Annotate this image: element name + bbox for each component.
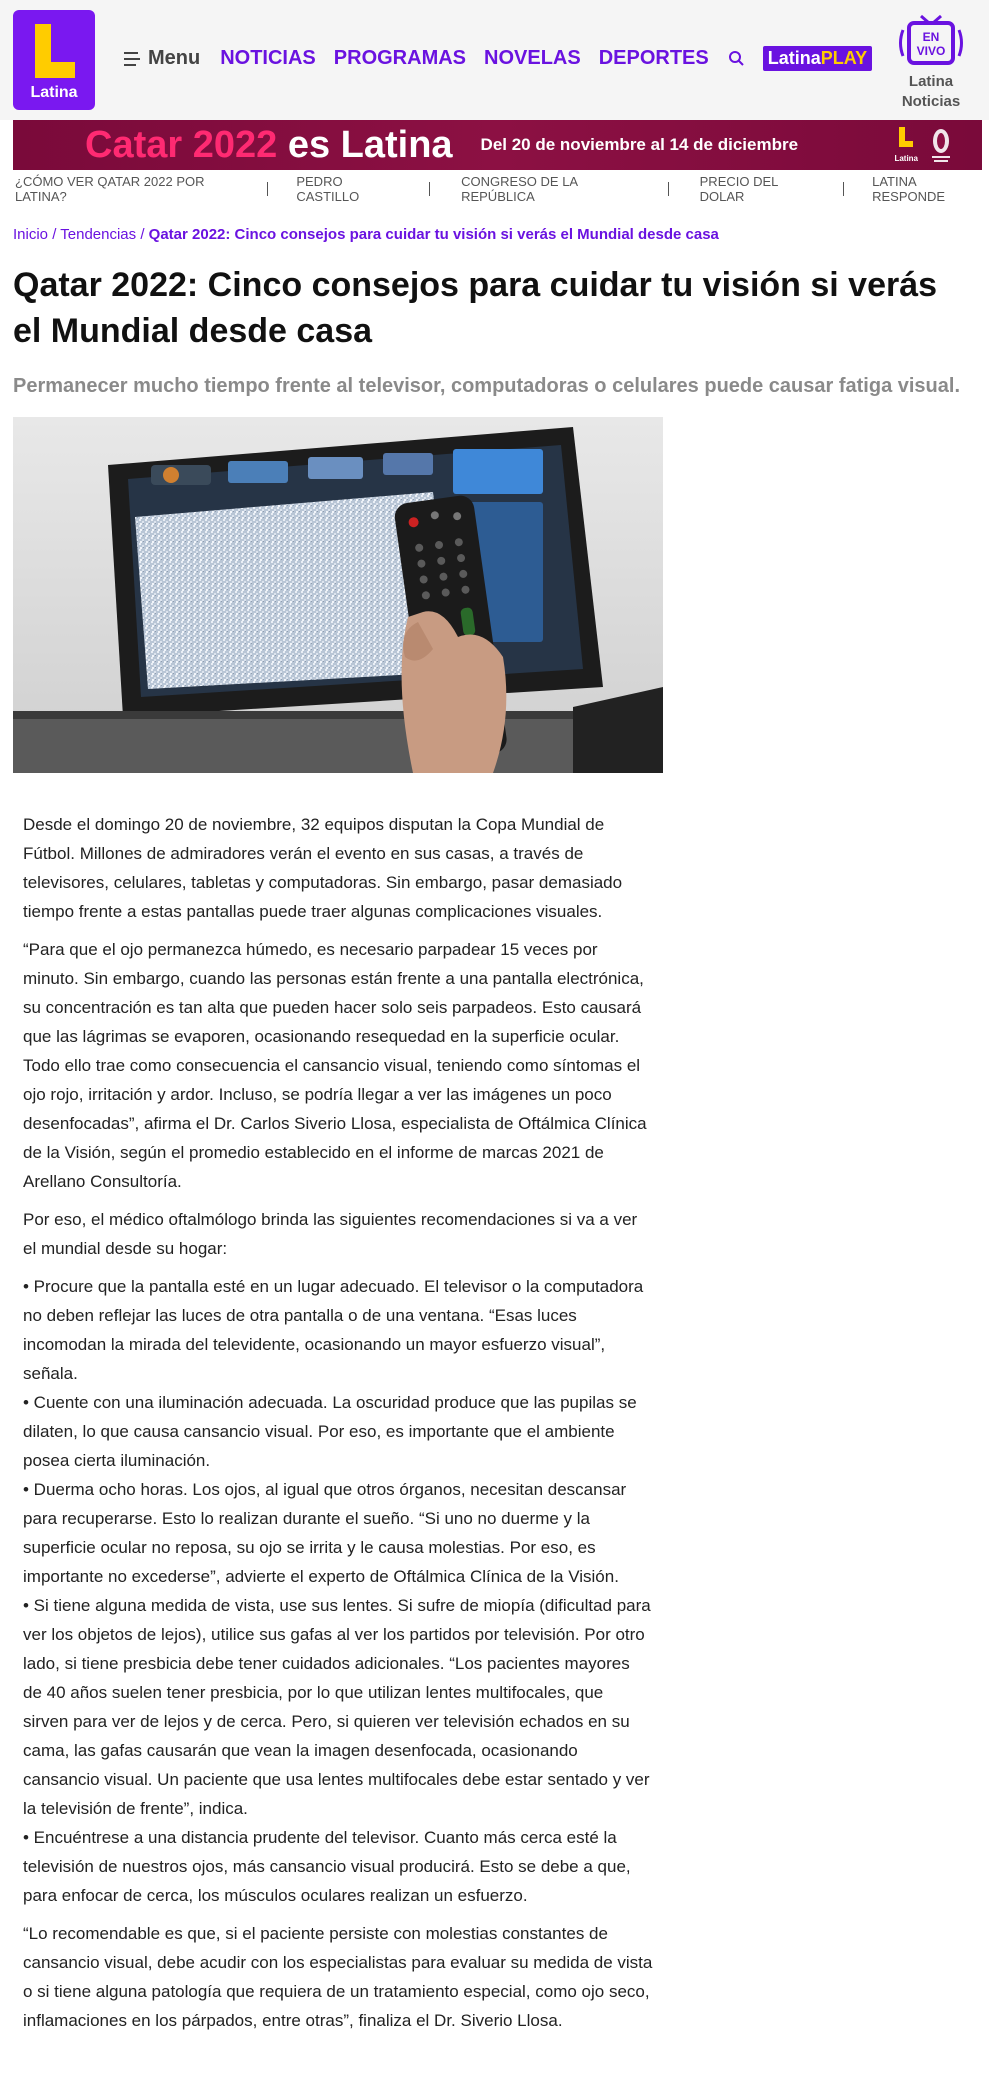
- qatar-banner[interactable]: [13, 120, 982, 170]
- nav-programas[interactable]: PROGRAMAS: [333, 47, 467, 69]
- topic-link[interactable]: PRECIO DEL DOLAR: [699, 174, 778, 204]
- latinaplay-play-text: PLAY: [820, 48, 868, 68]
- article-paragraph: Por eso, el médico oftalmólogo brinda las siguientes recomendaciones si va a ver el mundial desde su hogar:: [23, 1210, 638, 1258]
- article-title: Qatar 2022: Cinco consejos para cuidar tu visión si verás el Mundial desde casa: [13, 266, 938, 350]
- live-name-1: Latina: [908, 73, 954, 90]
- breadcrumb-separator: /: [136, 226, 149, 243]
- article-closing: “Lo recomendable es que, si el paciente persiste con molestias constantes de cansancio visual, debe acudir con los especialistas para evaluar su medida de vista o si tiene alguna patología que requiera de un tratamiento especial, como ojo seco, inflamaciones en los párpados, entre otras”, finaliza el Dr. Siverio Llosa.: [23, 1924, 653, 2030]
- banner-logo-label: Latina: [894, 154, 918, 163]
- live-name-2: Noticias: [901, 93, 961, 110]
- menu-label: Menu: [148, 47, 201, 69]
- recommendation-item: • Si tiene alguna medida de vista, use sus lentes. Si sufre de miopía (dificultad para ver los objetos de lejos), utilice sus gafas al ver los partidos por televisión. Por otro lado, si tiene presbicia debe tener cuidados adicionales. “Los pacientes mayores de 40 años suelen tener presbicia, por lo que utilizan lentes multifocales, que sirven para ver de lejos y de cerca. Pero, si quieren ver televisión echados en su cama, las gafas causarán que vean la imagen desenfocada, ocasionando cansancio visual. Un paciente que usa lentes multifocales debe estar sentado y ver la televisión de frente”, indica.: [23, 1596, 651, 1818]
- breadcrumb-home[interactable]: Inicio: [13, 226, 49, 243]
- latinaplay-button[interactable]: [763, 46, 872, 71]
- recommendation-item: • Duerma ocho horas. Los ojos, al igual que otros órganos, necesitan descansar para recuperarse. Esto lo realizan durante el sueño. “Si uno no duerme y la superficie ocular no reposa, su ojo se irrita y le causa molestias. Por eso, es importante no excederse”, advierte el experto de Oftálmica Clínica de la Visión.: [23, 1480, 627, 1586]
- topic-link[interactable]: LATINA RESPONDE: [872, 174, 946, 204]
- topic-link[interactable]: ¿CÓMO VER QATAR 2022 POR LATINA?: [15, 174, 205, 204]
- topic-divider: [843, 182, 844, 196]
- nav-novelas[interactable]: NOVELAS: [484, 47, 581, 69]
- banner-latina-logo: [894, 127, 918, 163]
- article-hero-image: [13, 417, 663, 773]
- live-line2: VIVO: [916, 44, 946, 58]
- banner-title: [85, 124, 453, 167]
- live-line1: EN: [922, 30, 940, 44]
- breadcrumb-separator: /: [48, 226, 61, 243]
- recommendation-item: • Cuente con una iluminación adecuada. La oscuridad produce que las pupilas se dilaten, lo que causa cansancio visual. Por eso, es importante que el ambiente posea cierta iluminación.: [23, 1393, 637, 1470]
- menu-button[interactable]: [124, 47, 200, 70]
- recommendation-item: • Encuéntrese a una distancia prudente del televisor. Cuanto más cerca esté la televisión de nuestros ojos, más cansancio visual producirá. Esto se debe a que, para enfocar de cerca, los músculos oculares realizan un esfuerzo.: [23, 1828, 631, 1905]
- logo-text: Latina: [30, 84, 78, 101]
- topic-divider: [429, 182, 430, 196]
- world-cup-emblem-icon: [928, 125, 954, 165]
- latina-logo[interactable]: [13, 10, 95, 110]
- nav-deportes[interactable]: DEPORTES: [598, 47, 709, 69]
- site-header: [0, 0, 989, 120]
- article-paragraph: Desde el domingo 20 de noviembre, 32 equipos disputan la Copa Mundial de Fútbol. Millones de admiradores verán el evento en sus casas, a través de televisores, celulares, tabletas y computadoras. Sin embargo, pasar demasiado tiempo frente a estas pantallas puede traer algunas complicaciones visuales.: [23, 815, 623, 921]
- banner-dates: Del 20 de noviembre al 14 de diciembre: [480, 135, 799, 154]
- banner-l-icon: [896, 127, 916, 149]
- topic-link[interactable]: CONGRESO DE LA REPÚBLICA: [461, 174, 578, 204]
- breadcrumb: [13, 226, 719, 243]
- nav-noticias[interactable]: NOTICIAS: [220, 47, 316, 69]
- topic-divider: [668, 182, 669, 196]
- article-subtitle: Permanecer mucho tiempo frente al televisor, computadoras o celulares puede causar fatiga visual.: [13, 375, 961, 397]
- search-icon[interactable]: [727, 49, 747, 69]
- topic-link[interactable]: PEDRO CASTILLO: [296, 174, 360, 204]
- breadcrumb-current: Qatar 2022: Cinco consejos para cuidar tu visión si verás el Mundial desde casa: [148, 226, 719, 243]
- topic-divider: [267, 182, 268, 196]
- main-nav: [124, 46, 872, 71]
- banner-title-part2: es Latina: [287, 123, 453, 166]
- hamburger-icon: [124, 52, 140, 66]
- recommendation-item: • Procure que la pantalla esté en un lugar adecuado. El televisor o la computadora no deben reflejar las luces de otra pantalla o de una ventana. “Esas luces incomodan la mirada del televidente, ocasionando un mayor esfuerzo visual”, señala.: [23, 1277, 644, 1383]
- live-tv-icon: [896, 14, 966, 66]
- live-tv-link[interactable]: [886, 14, 976, 111]
- tv-remote-photo: [13, 417, 663, 773]
- article-body: [23, 810, 653, 2044]
- latinaplay-text: Latina: [767, 48, 821, 68]
- trending-topics-bar: [13, 174, 982, 204]
- latina-l-icon: [33, 24, 79, 80]
- breadcrumb-section[interactable]: Tendencias: [60, 226, 137, 243]
- banner-title-part1: Catar 2022: [85, 123, 288, 166]
- recommendation-list: [23, 1272, 653, 1910]
- banner-logos: [894, 125, 954, 165]
- article-paragraph: “Para que el ojo permanezca húmedo, es necesario parpadear 15 veces por minuto. Sin embargo, cuando las personas están frente a una pantalla electrónica, su concentración es tan alta que pueden hacer solo seis parpadeos. Esto causará que las lágrimas se evaporen, ocasionando resequedad en la superficie ocular. Todo ello trae como consecuencia el cansancio visual, teniendo como síntomas el ojo rojo, irritación y ardor. Incluso, se podría llegar a ver las imágenes un poco desenfocadas”, afirma el Dr. Carlos Siverio Llosa, especialista de Oftálmica Clínica de la Visión, según el promedio establecido en el informe de marcas 2021 de Arellano Consultoría.: [23, 940, 647, 1191]
